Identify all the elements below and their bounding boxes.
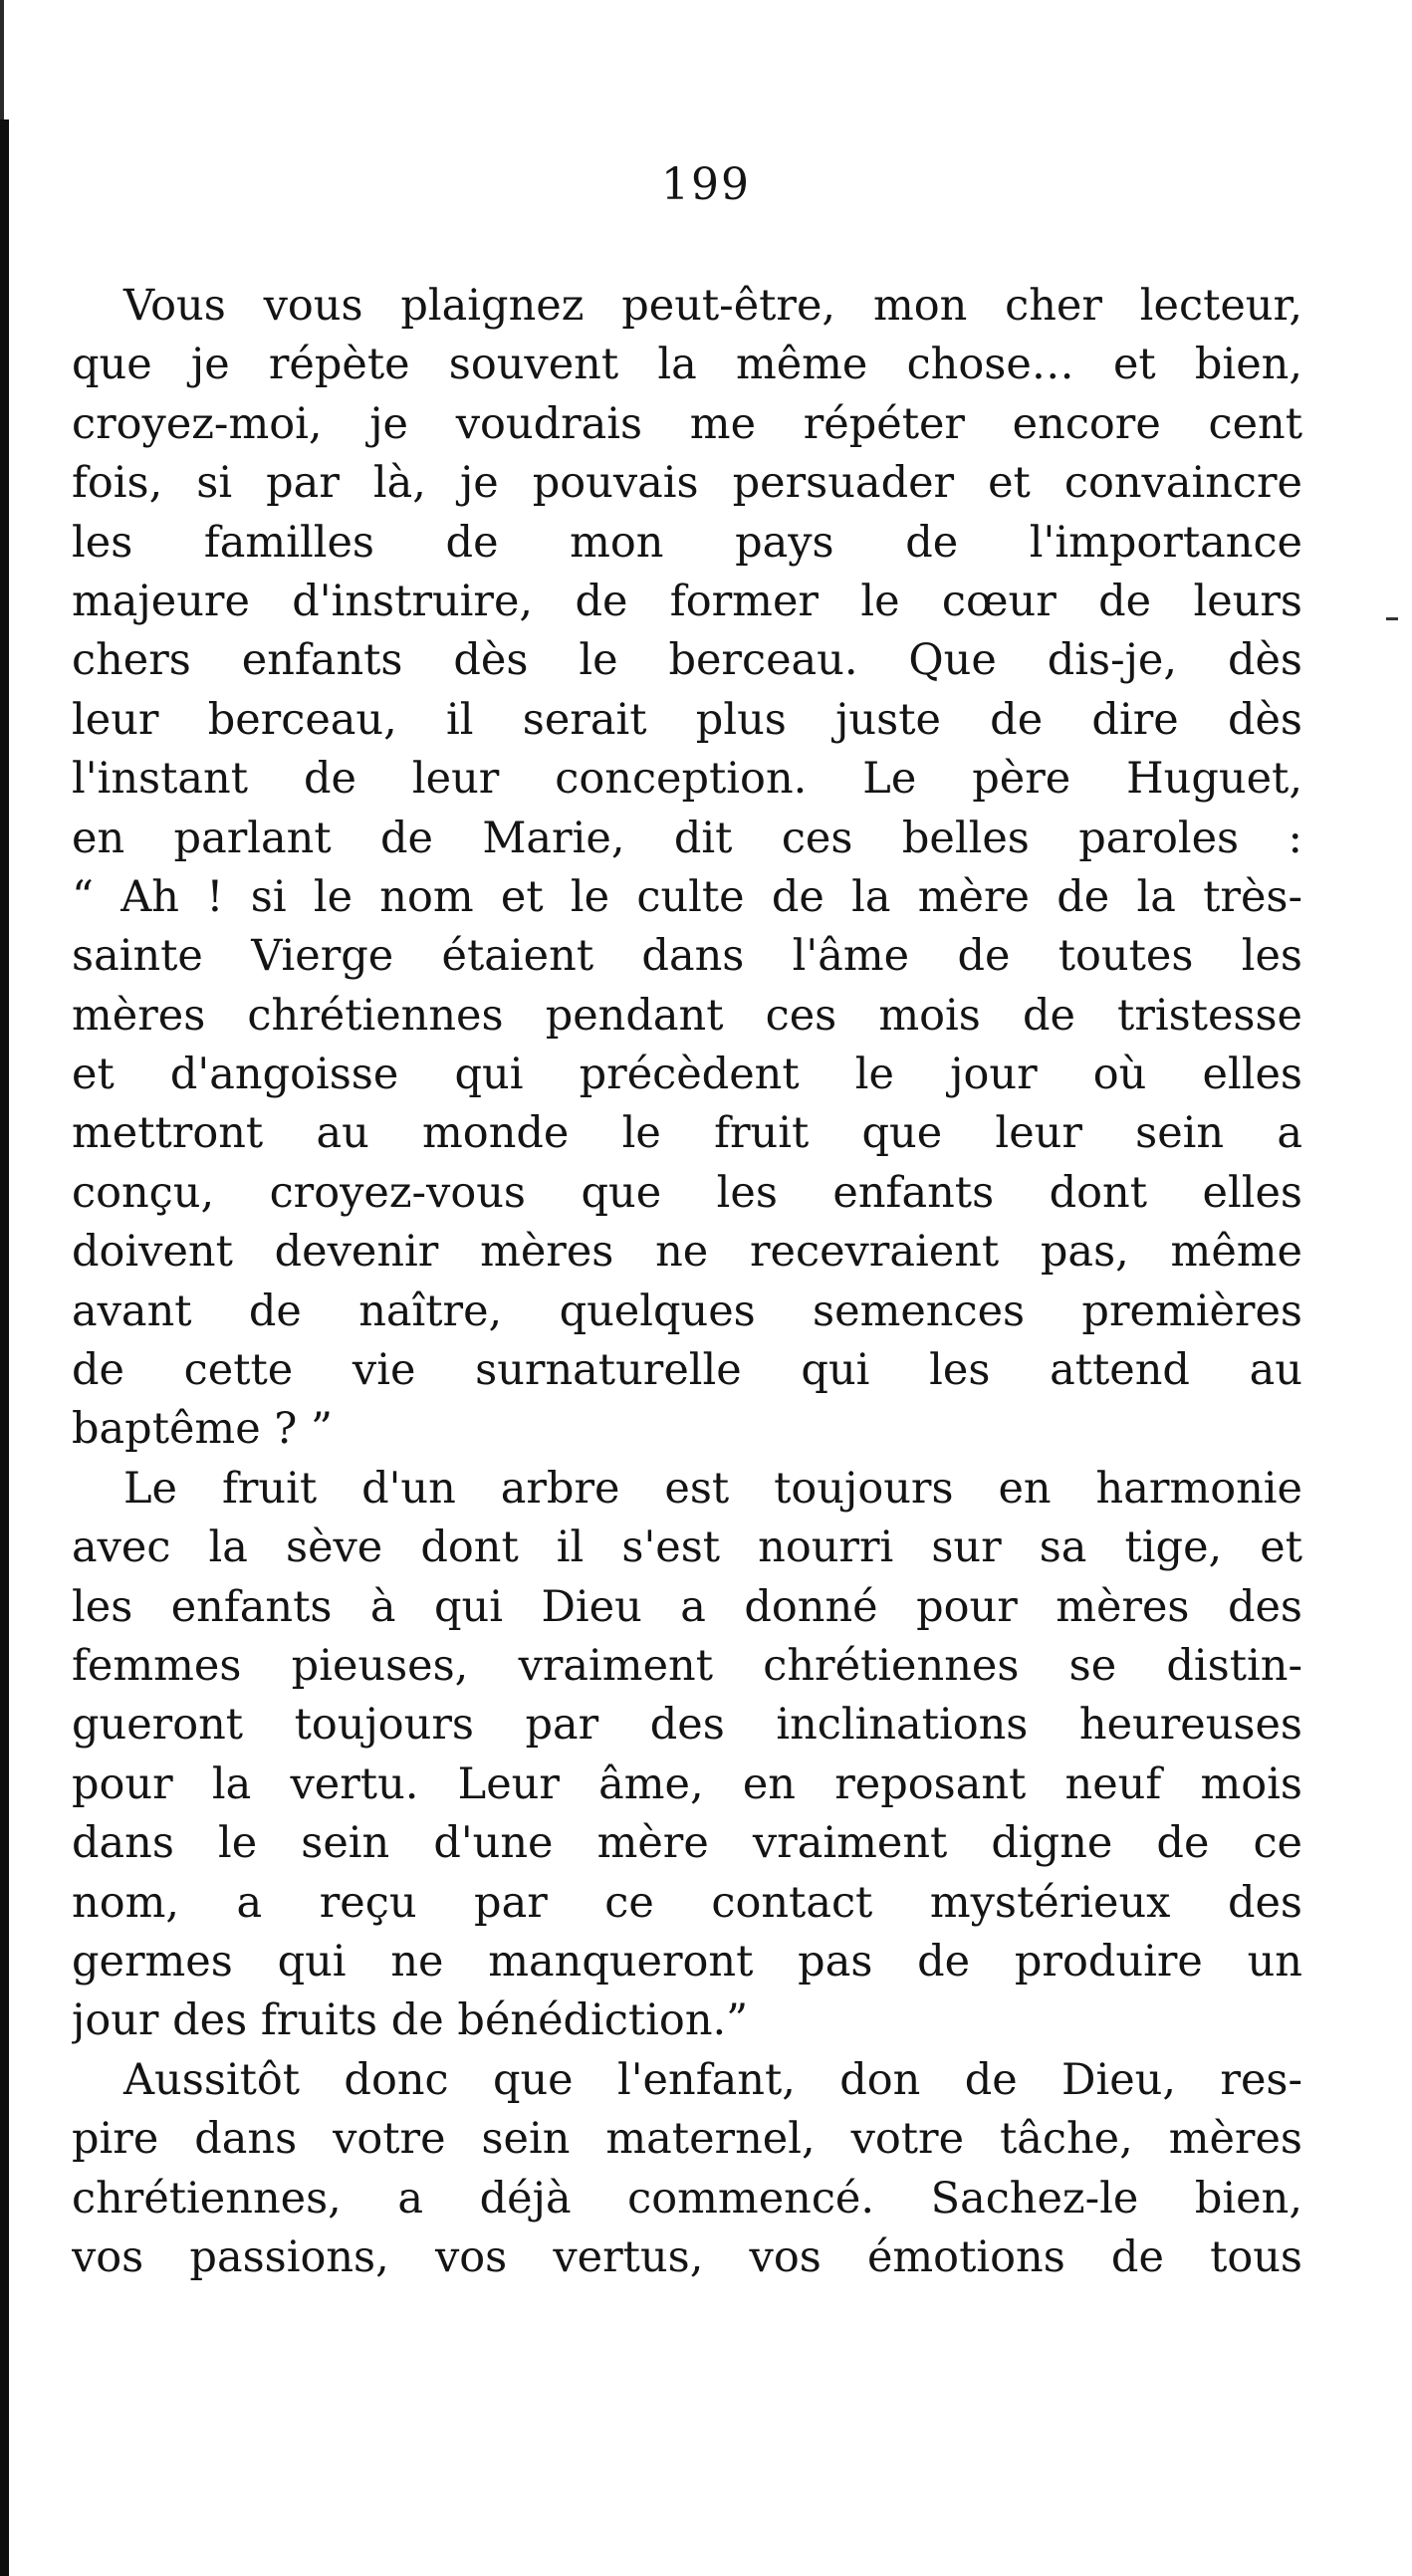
text-line: “ Ah ! si le nom et le culte de la mère de la très- [72, 871, 1302, 922]
text-line: avant de naître, quelques semences premières [72, 1286, 1302, 1336]
page-binding-edge-top [0, 0, 4, 119]
text-line: vos passions, vos vertus, vos émotions de tous [72, 2231, 1302, 2282]
text-line: que je répète souvent la même chose… et bien, [72, 340, 1302, 390]
text-line: majeure d'instruire, de former le cœur de leurs [72, 576, 1302, 626]
text-line: Le fruit d'un arbre est toujours en harmonie [123, 1463, 1302, 1514]
text-line: pire dans votre sein maternel, votre tâche, mères [72, 2114, 1302, 2165]
text-line: pour la vertu. Leur âme, en reposant neuf mois [72, 1758, 1302, 1809]
text-line: sainte Vierge étaient dans l'âme de toutes les [72, 931, 1302, 982]
paragraph [72, 2051, 1302, 2288]
text-line: croyez-moi, je voudrais me répéter encore cent [72, 398, 1302, 449]
text-line: et d'angoisse qui précèdent le jour où elles [72, 1050, 1302, 1100]
stray-ink-mark [1386, 617, 1398, 620]
text-line: femmes pieuses, vraiment chrétiennes se distin- [72, 1640, 1302, 1691]
text-line: germes qui ne manqueront pas de produire un [72, 1936, 1302, 1987]
text-line: conçu, croyez-vous que les enfants dont elles [72, 1167, 1302, 1218]
text-line: les enfants à qui Dieu a donné pour mères des [72, 1581, 1302, 1632]
body-text [72, 277, 1302, 2287]
text-line: Aussitôt donc que l'enfant, don de Dieu, res- [123, 2054, 1302, 2105]
text-line: jour des fruits de bénédiction.” [72, 1995, 749, 2046]
text-line: l'instant de leur conception. Le père Huguet, [72, 754, 1302, 805]
text-line: leur berceau, il serait plus juste de dire dès [72, 694, 1302, 745]
text-line: de cette vie surnaturelle qui les attend au [72, 1345, 1302, 1396]
text-line: chrétiennes, a déjà commencé. Sachez-le bien, [72, 2173, 1302, 2224]
text-line: mettront au monde le fruit que leur sein a [72, 1108, 1302, 1159]
text-line: mères chrétiennes pendant ces mois de tristesse [72, 990, 1302, 1041]
text-line: en parlant de Marie, dit ces belles paroles : [72, 813, 1302, 863]
text-line: nom, a reçu par ce contact mystérieux des [72, 1877, 1302, 1928]
text-line: fois, si par là, je pouvais persuader et convaincre [72, 458, 1302, 509]
paragraph [72, 277, 1302, 1460]
text-line: doivent devenir mères ne recevraient pas, même [72, 1227, 1302, 1278]
text-line: chers enfants dès le berceau. Que dis-je, dès [72, 635, 1302, 686]
page-binding-edge [0, 119, 9, 2576]
page-number: 199 [661, 159, 751, 210]
text-line: Vous vous plaignez peut-être, mon cher lecteur, [123, 281, 1302, 331]
paragraph [72, 1460, 1302, 2051]
text-line: dans le sein d'une mère vraiment digne de ce [72, 1818, 1302, 1869]
text-line: baptême ? ” [72, 1404, 334, 1455]
text-line: les familles de mon pays de l'importance [72, 517, 1302, 568]
text-line: gueront toujours par des inclinations heureuses [72, 1700, 1302, 1751]
text-line: avec la sève dont il s'est nourri sur sa tige, et [72, 1522, 1302, 1573]
